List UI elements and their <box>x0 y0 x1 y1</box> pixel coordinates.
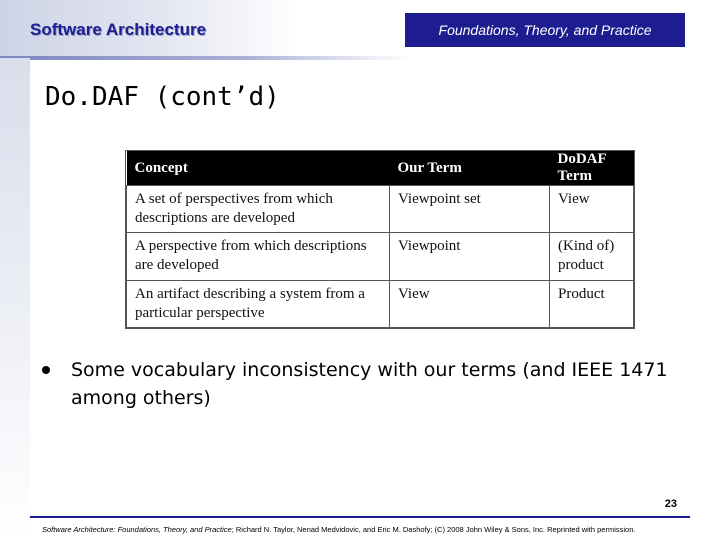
terms-table <box>125 150 635 329</box>
footer-credit-title: Software Architecture: Foundations, Theory, and Practice <box>42 525 232 534</box>
column-header-dodaf-term: DoDAF Term <box>550 151 634 186</box>
table-cell: A perspective from which descriptions are developed <box>127 233 390 280</box>
table-cell: Viewpoint <box>390 233 550 280</box>
column-header-concept: Concept <box>127 151 390 186</box>
table-cell: Viewpoint set <box>390 186 550 233</box>
table-cell: (Kind of) product <box>550 233 634 280</box>
footer-rule <box>30 516 690 518</box>
table-row <box>127 280 634 327</box>
table-cell: Product <box>550 280 634 327</box>
column-header-our-term: Our Term <box>390 151 550 186</box>
footer-credit <box>42 525 702 534</box>
table-row <box>127 233 634 280</box>
slide-title: Do.DAF (cont’d) <box>45 82 280 112</box>
table-cell: A set of perspectives from which descriptions are developed <box>127 186 390 233</box>
table-cell: View <box>550 186 634 233</box>
header-rule <box>0 56 410 60</box>
header-subtitle: Foundations, Theory, and Practice <box>438 22 652 38</box>
footer-credit-rest: ; Richard N. Taylor, Nenad Medvidovic, and Eric M. Dashofy; (C) 2008 John Wiley & Sons, Inc. Reprinted with permission. <box>231 525 636 534</box>
table-row <box>127 186 634 233</box>
table-cell: View <box>390 280 550 327</box>
table-cell: An artifact describing a system from a particular perspective <box>127 280 390 327</box>
page-number: 23 <box>664 498 677 510</box>
bullet-dot-icon <box>42 366 50 374</box>
table-header-row <box>127 151 634 186</box>
bullet-text: Some vocabulary inconsistency with our terms (and IEEE 1471 among others) <box>71 359 668 409</box>
brand-title: Software Architecture <box>30 20 207 39</box>
left-band <box>0 58 30 540</box>
